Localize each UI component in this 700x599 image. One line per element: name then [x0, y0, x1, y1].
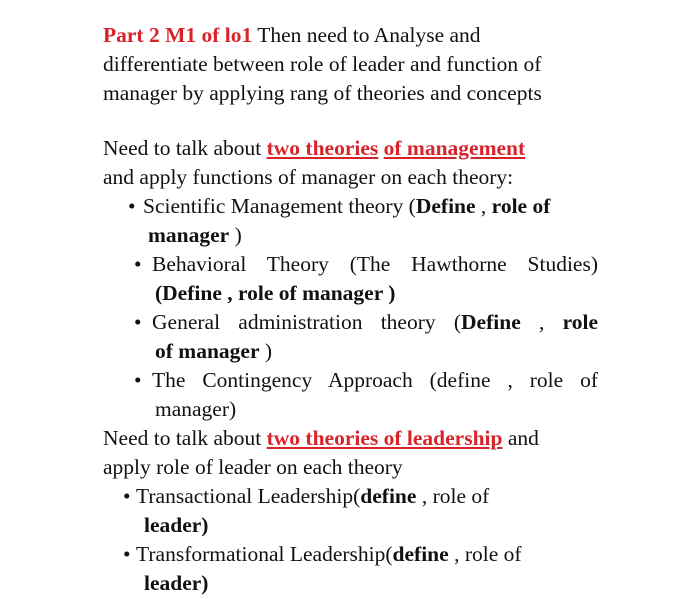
item-role: manager: [148, 223, 230, 247]
bullet-icon: •: [134, 310, 142, 334]
item-role: of manager: [155, 339, 260, 363]
item-text: ): [229, 223, 242, 247]
part-heading: Part 2 M1 of lo1: [103, 23, 253, 47]
item-sep: ,: [475, 194, 492, 218]
intro-text-1: Then need to Analyse and: [252, 23, 481, 47]
leadership-item-transformational: [103, 540, 603, 598]
item-line: [152, 308, 598, 337]
bullet-icon: •: [123, 484, 131, 508]
leadership-section: [103, 424, 603, 598]
item-define: Define: [461, 310, 521, 334]
leadership-item-transactional: [103, 482, 603, 540]
item-line: (Define , role of manager ): [155, 281, 396, 305]
item-text: , role of: [416, 484, 490, 508]
item-role: role of: [491, 194, 551, 218]
item-line: Behavioral Theory (The Hawthorne Studies): [152, 252, 598, 276]
item-line: [136, 482, 603, 511]
item-text: Transactional Leadership(: [136, 484, 361, 508]
item-line: leader): [144, 513, 209, 537]
item-text: ): [259, 339, 273, 363]
management-lead-line: [103, 134, 603, 163]
bullet-icon: •: [128, 194, 136, 218]
intro-line-1: [103, 21, 603, 50]
bullet-icon: •: [134, 368, 142, 392]
management-lead-text: Need to talk about: [103, 136, 267, 160]
item-sep: ,: [520, 310, 563, 334]
intro-line-2: differentiate between role of leader and function of: [103, 52, 542, 76]
bullet-icon: •: [134, 252, 142, 276]
item-line: [143, 221, 603, 250]
item-line: manager): [155, 397, 237, 421]
item-define: Define: [415, 194, 476, 218]
item-define: define: [360, 484, 417, 508]
item-line: leader): [144, 571, 209, 595]
intro-paragraph: [103, 21, 603, 108]
leadership-line-2: apply role of leader on each theory: [103, 455, 403, 479]
item-define: define: [392, 542, 449, 566]
management-item-contingency: [103, 366, 598, 424]
item-line: The Contingency Approach (define , role of: [152, 368, 598, 392]
management-item-behavioral: [103, 250, 598, 308]
intro-line-3: manager by applying rang of theories and concepts: [103, 81, 542, 105]
paragraph-gap: [103, 108, 603, 134]
leadership-lead-end: and: [502, 426, 539, 450]
item-role: role: [562, 310, 598, 334]
management-section: [103, 134, 603, 424]
item-line: [143, 192, 603, 221]
item-text: Transformational Leadership(: [136, 542, 393, 566]
leadership-link-two-theories: two theories of leadership: [266, 426, 503, 450]
management-link-of-management: of management: [383, 136, 526, 160]
item-text: , role of: [448, 542, 522, 566]
management-item-general-administration: [103, 308, 598, 366]
bullet-icon: •: [123, 542, 131, 566]
leadership-lead-text: Need to talk about: [103, 426, 267, 450]
management-line-2: and apply functions of manager on each theory:: [103, 165, 514, 189]
management-item-scientific: [103, 192, 603, 250]
document-body: [103, 21, 603, 598]
leadership-lead-line: [103, 424, 603, 453]
management-link-two-theories: two theories: [266, 136, 379, 160]
item-line: [152, 337, 598, 366]
item-text: General administration theory (: [152, 310, 462, 334]
item-line: [136, 540, 603, 569]
item-text: Scientific Management theory (: [143, 194, 416, 218]
